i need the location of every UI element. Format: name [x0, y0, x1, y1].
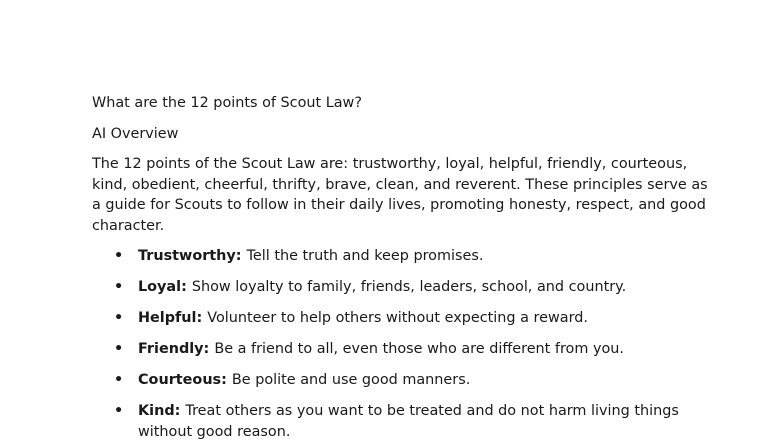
bullet-icon: •	[114, 403, 124, 419]
list-item	[92, 339, 712, 360]
point-text: Tell the truth and keep promises.	[246, 248, 484, 264]
scout-law-list	[92, 246, 712, 441]
list-item	[92, 246, 712, 267]
point-text: Volunteer to help others without expecting a reward.	[207, 310, 588, 326]
point-text: Be polite and use good manners.	[231, 372, 471, 388]
list-item	[92, 308, 712, 329]
point-text: Treat others as you want to be treated and do not harm living things without good reason.	[138, 403, 679, 440]
summary-paragraph: The 12 points of the Scout Law are: trustworthy, loyal, helpful, friendly, courteous, kind, obedient, cheerful, thrifty, brave, clean, and reverent. These principles serve as a guide for Scouts to follow in their daily lives, promoting honesty, respect, and good character.	[92, 156, 708, 234]
point-term: Helpful:	[138, 310, 208, 326]
point-term: Kind:	[138, 403, 186, 419]
point-term: Friendly:	[138, 341, 215, 357]
list-item	[92, 370, 712, 391]
bullet-icon: •	[114, 341, 124, 357]
list-item	[92, 401, 712, 441]
list-item	[92, 277, 712, 298]
bullet-icon: •	[114, 310, 124, 326]
point-term: Courteous:	[138, 372, 232, 388]
point-term: Trustworthy:	[138, 248, 247, 264]
bullet-icon: •	[114, 279, 124, 295]
document-page	[92, 93, 712, 441]
point-text: Show loyalty to family, friends, leaders, school, and country.	[191, 279, 627, 295]
bullet-icon: •	[114, 248, 124, 264]
point-term: Loyal:	[138, 279, 192, 295]
ai-overview-label: AI Overview	[92, 125, 179, 142]
bullet-icon: •	[114, 372, 124, 388]
point-text: Be a friend to all, even those who are different from you.	[214, 341, 624, 357]
question-heading: What are the 12 points of Scout Law?	[92, 95, 362, 111]
